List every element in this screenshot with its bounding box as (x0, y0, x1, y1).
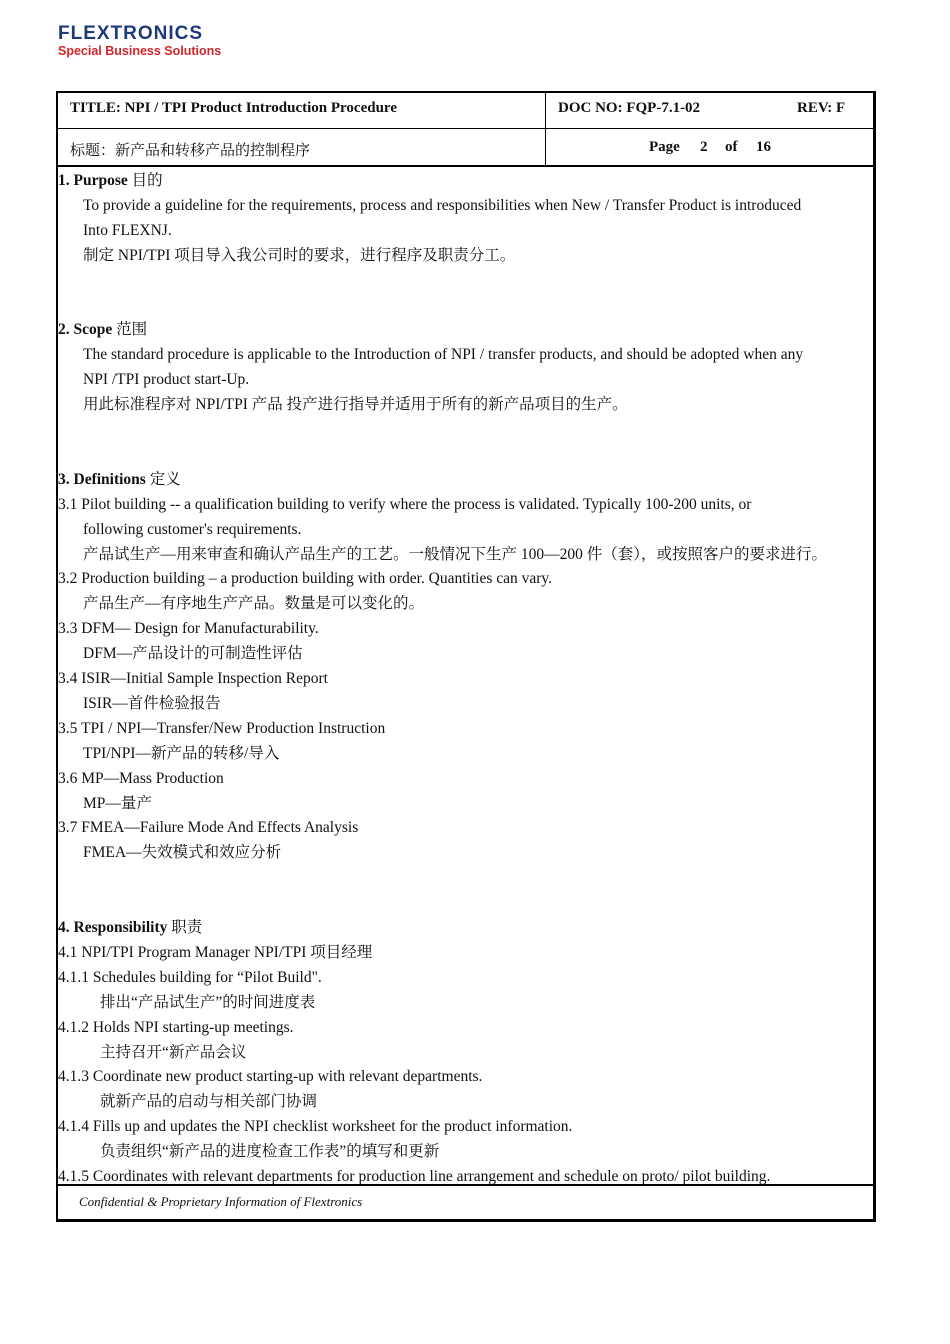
body-line (58, 1067, 482, 1087)
line-text: 3.4 ISIR—Initial Sample Inspection Report (58, 670, 328, 687)
section-heading (58, 320, 147, 340)
logo-subtitle: Special Business Solutions (58, 44, 222, 58)
line-text: Into FLEXNJ. (83, 222, 172, 239)
body-line (83, 644, 303, 664)
body-line (58, 669, 328, 689)
body-line (58, 569, 552, 589)
line-text: 3.3 DFM— Design for Manufacturability. (58, 620, 319, 637)
line-text: 就新产品的启动与相关部门协调 (100, 1093, 318, 1110)
line-text: DFM—产品设计的可制造性评估 (83, 645, 303, 662)
line-text: 3.1 Pilot building -- a qualification building to verify where the process is validated. Typically 100-200 units, or (58, 496, 752, 513)
section-heading-label: 2. Scope (58, 321, 113, 338)
line-text: 3.5 TPI / NPI—Transfer/New Production Instruction (58, 720, 386, 737)
header-divider-2 (56, 165, 875, 167)
line-text: 3.6 MP—Mass Production (58, 770, 224, 787)
line-text: following customer's requirements. (83, 521, 302, 538)
confidentiality-footer: Confidential & Proprietary Information of Flextronics (79, 1194, 363, 1209)
body-line (58, 619, 319, 639)
body-line (58, 495, 751, 515)
line-text: TPI/NPI—新产品的转移/导入 (83, 745, 280, 762)
header-divider-1 (56, 128, 875, 129)
body-line (83, 395, 628, 415)
line-text: The standard procedure is applicable to the Introduction of NPI / transfer products, and should be adopted when any (83, 346, 804, 363)
line-text: 3.2 Production building – a production building with order. Quantities can vary. (58, 570, 553, 587)
body-line (83, 694, 221, 714)
body-line (58, 1167, 770, 1184)
line-text: 4.1.2 Holds NPI starting-up meetings. (58, 1019, 294, 1036)
section-heading (58, 470, 181, 490)
line-text: 4.1.3 Coordinate new product starting-up with relevant departments. (58, 1068, 483, 1085)
line-text: 4.1.5 Coordinates with relevant departments for production line arrangement and schedule on proto/ pilot building. (58, 1168, 771, 1184)
section-heading-label: 1. Purpose (58, 172, 128, 189)
company-logo (58, 24, 221, 58)
logo-brand: FLEXTRONICS (58, 23, 204, 44)
body-line (58, 1117, 572, 1137)
line-text: 定义 (145, 471, 181, 488)
line-text: 职责 (167, 919, 203, 936)
body-line (58, 968, 322, 988)
line-text: 4.1.4 Fills up and updates the NPI checklist worksheet for the product information. (58, 1118, 573, 1135)
body-line (58, 1018, 294, 1038)
body-line (83, 794, 152, 814)
line-text: 4.1 NPI/TPI Program Manager NPI/TPI 项目经理 (58, 944, 373, 961)
line-text: 范围 (112, 321, 148, 338)
body-line (100, 1142, 439, 1162)
body-line (58, 719, 385, 739)
line-text: 制定 NPI/TPI 项目导入我公司时的要求，进行程序及职责分工。 (83, 247, 516, 264)
section-heading (58, 918, 202, 938)
line-text: MP—量产 (83, 795, 152, 812)
section-heading-label: 4. Responsibility (58, 919, 168, 936)
body-line (58, 818, 358, 838)
doc-revision: REV: F (797, 100, 846, 116)
doc-title-zh: 标题：新产品和转移产品的控制程序 (70, 143, 311, 159)
body-line (83, 370, 249, 390)
page-label: Page (649, 139, 680, 155)
body-line (100, 993, 315, 1013)
body-line (83, 843, 281, 863)
body-line (83, 520, 301, 540)
body-line (100, 1092, 317, 1112)
header-column-divider (545, 91, 546, 166)
body-line (83, 246, 515, 266)
document-body (58, 169, 870, 1184)
line-text: ISIR—首件检验报告 (83, 695, 221, 712)
body-line (58, 943, 372, 963)
line-text: 排出“产品试生产”的时间进度表 (100, 994, 316, 1011)
line-text: FMEA—失效模式和效应分析 (83, 844, 282, 861)
page-total: 16 (756, 139, 771, 155)
doc-title: TITLE: NPI / TPI Product Introduction Procedure (70, 100, 397, 116)
line-text: NPI /TPI product start-Up. (83, 371, 250, 388)
section-heading (58, 171, 163, 191)
line-text: 用此标准程序对 NPI/TPI 产品 投产进行指导并适用于所有的新产品项目的生产。 (83, 396, 628, 413)
body-line (83, 221, 172, 241)
line-text: 产品试生产—用来审查和确认产品生产的工艺。一般情况下生产 100—200 件（套），或按照客户的要求进行。 (83, 546, 828, 563)
doc-number: DOC NO: FQP-7.1-02 (558, 100, 701, 116)
body-line (83, 744, 279, 764)
page-of-label: of (725, 139, 738, 155)
section-heading-label: 3. Definitions (58, 471, 146, 488)
footer-divider (56, 1184, 875, 1186)
body-line (58, 769, 224, 789)
body-line (83, 196, 801, 216)
line-text: To provide a guideline for the requirements, process and responsibilities when New / Transfer Product is introduced (83, 197, 802, 214)
page-number: 2 (700, 139, 708, 155)
body-line (83, 345, 803, 365)
body-line (83, 545, 827, 565)
body-line (83, 594, 424, 614)
line-text: 3.7 FMEA—Failure Mode And Effects Analysis (58, 819, 359, 836)
line-text: 产品生产—有序地生产产品。数量是可以变化的。 (83, 595, 425, 612)
line-text: 目的 (127, 172, 163, 189)
body-line (100, 1043, 246, 1063)
line-text: 主持召开“新产品会议 (100, 1044, 247, 1061)
line-text: 4.1.1 Schedules building for “Pilot Build". (58, 969, 322, 986)
line-text: 负责组织“新产品的进度检查工作表”的填写和更新 (100, 1143, 440, 1160)
